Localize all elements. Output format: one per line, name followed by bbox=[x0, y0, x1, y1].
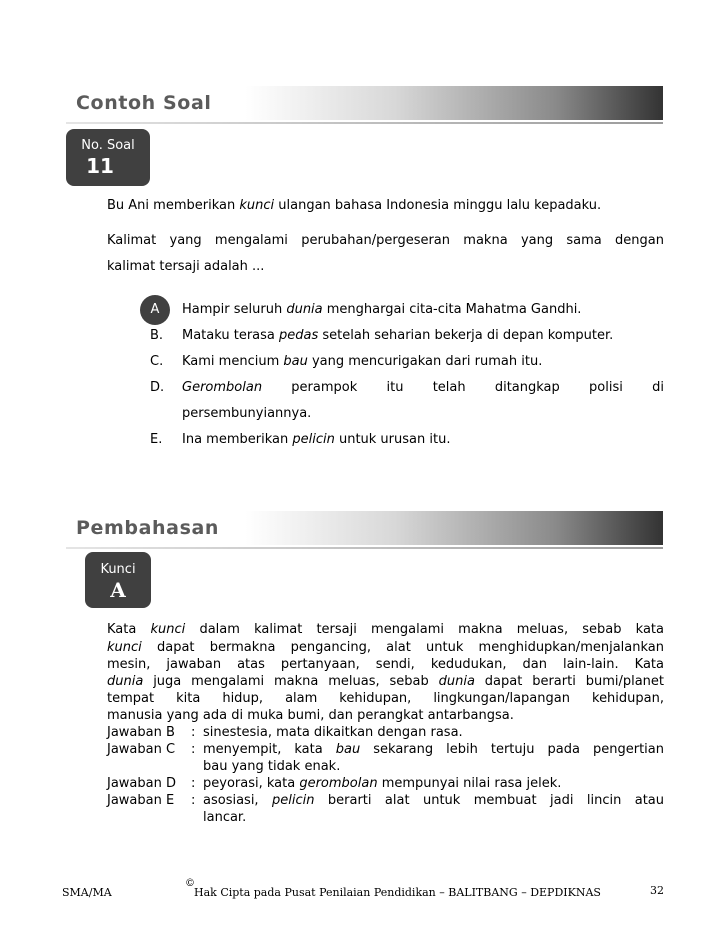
section-header-contoh-soal bbox=[66, 86, 663, 120]
explanation-line: dunia juga mengalami makna meluas, sebab dunia dapat berarti bumi/planet bbox=[107, 674, 665, 689]
jawaban-colon: : bbox=[191, 776, 196, 791]
jawaban-continuation: lancar. bbox=[203, 810, 247, 825]
section-underline bbox=[66, 122, 663, 124]
page-number: 32 bbox=[650, 884, 664, 897]
footer-copyright: Hak Cipta pada Pusat Penilaian Pendidikan – BALITBANG – DEPDIKNAS bbox=[194, 886, 601, 899]
explanation-line: Kata kunci dalam kalimat tersaji mengalami makna meluas, sebab kata bbox=[107, 622, 664, 637]
answer-highlight-circle: A bbox=[140, 295, 170, 325]
jawaban-colon: : bbox=[191, 742, 196, 757]
jawaban-text: menyempit, kata bau sekarang lebih tertuju pada pengertian bbox=[203, 742, 664, 757]
jawaban-colon: : bbox=[191, 793, 196, 808]
explanation-line: kunci dapat bermakna pengancing, alat untuk menghidupkan/menjalankan bbox=[107, 640, 664, 655]
jawaban-label: Jawaban B bbox=[107, 725, 175, 740]
section-underline bbox=[66, 547, 663, 549]
badge-label: Kunci bbox=[100, 562, 136, 577]
option-c-text: Kami mencium bau yang mencurigakan dari rumah itu. bbox=[182, 354, 543, 369]
option-e-text: Ina memberikan pelicin untuk urusan itu. bbox=[182, 432, 451, 447]
option-letter: C. bbox=[150, 354, 164, 369]
option-a-text: Hampir seluruh dunia menghargai cita-cita Mahatma Gandhi. bbox=[182, 302, 582, 317]
answer-key-letter: A bbox=[110, 578, 126, 602]
jawaban-text: peyorasi, kata gerombolan mempunyai nilai rasa jelek. bbox=[203, 776, 562, 791]
answer-key-badge bbox=[85, 552, 151, 608]
jawaban-label: Jawaban C bbox=[107, 742, 176, 757]
explanation-line: mesin, jawaban atas pertanyaan, sendi, kedudukan, dan lain-lain. Kata bbox=[107, 657, 664, 672]
jawaban-text: sinestesia, mata dikaitkan dengan rasa. bbox=[203, 725, 463, 740]
explanation-line: manusia yang ada di muka bumi, dan perangkat antarbangsa. bbox=[107, 708, 514, 723]
section-title: Pembahasan bbox=[76, 517, 220, 539]
section-header-pembahasan bbox=[66, 511, 663, 545]
jawaban-label: Jawaban E bbox=[107, 793, 175, 808]
question-number: 11 bbox=[86, 154, 114, 178]
option-b-text: Mataku terasa pedas setelah seharian bekerja di depan komputer. bbox=[182, 328, 614, 343]
badge-label: No. Soal bbox=[81, 138, 135, 153]
question-number-badge bbox=[66, 129, 150, 186]
footer-level: SMA/MA bbox=[62, 886, 112, 899]
jawaban-label: Jawaban D bbox=[107, 776, 176, 791]
option-letter: E. bbox=[150, 432, 163, 447]
jawaban-colon: : bbox=[191, 725, 196, 740]
question-line: kalimat tersaji adalah ... bbox=[107, 259, 265, 274]
option-d-continuation: persembunyiannya. bbox=[182, 406, 312, 421]
explanation-line: tempat kita hidup, alam kehidupan, lingkungan/lapangan kehidupan, bbox=[107, 691, 664, 706]
option-letter: D. bbox=[150, 380, 165, 395]
jawaban-continuation: bau yang tidak enak. bbox=[203, 759, 341, 774]
copyright-symbol: © bbox=[185, 878, 195, 889]
jawaban-text: asosiasi, pelicin berarti alat untuk membuat jadi lincin atau bbox=[203, 793, 665, 808]
section-title: Contoh Soal bbox=[76, 92, 212, 114]
question-stem: Bu Ani memberikan kunci ulangan bahasa Indonesia minggu lalu kepadaku. bbox=[107, 198, 602, 213]
question-line: Kalimat yang mengalami perubahan/pergeseran makna yang sama dengan bbox=[107, 233, 664, 248]
option-letter: B. bbox=[150, 328, 164, 343]
option-d-text: Gerombolan perampok itu telah ditangkap polisi di bbox=[182, 380, 664, 395]
